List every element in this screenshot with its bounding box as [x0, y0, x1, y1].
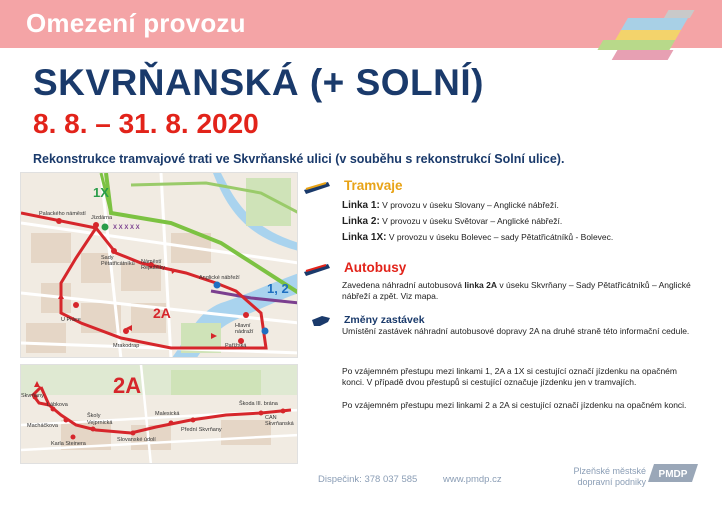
tram-line-name: Linka 1X: — [342, 232, 387, 243]
pmdp-stripes-logo — [584, 4, 714, 68]
tram-line-text: V provozu v úseku Bolevec – sady Pětatřicátníků - Bolevec. — [388, 232, 614, 242]
organization-name — [558, 466, 646, 488]
map-city-center — [20, 172, 298, 358]
bus-body-before: Zavedena náhradní autobusová — [342, 280, 465, 290]
section-bus — [302, 260, 702, 306]
map2-stop-label: Škoda III. brána — [239, 401, 278, 407]
map2-stop-label: Školy Vejprnická — [87, 413, 113, 426]
pmdp-badge-text: PMDP — [658, 469, 688, 480]
stops-paragraph: Po vzájemném přestupu mezi linkami 2 a 2A si cestující označí jízdenku na opačném konci. — [342, 400, 687, 410]
map-stop-label: Pařížská — [225, 343, 247, 349]
hand-pointer-icon — [310, 314, 332, 328]
map-stop-label: Anglické nábřeží — [199, 275, 240, 281]
website-link[interactable]: www.pmdp.cz — [443, 474, 502, 485]
map-stop-label: Sady Pětatřicátníků — [101, 255, 135, 267]
map2-stop-label: Přední Skvrňany — [181, 427, 222, 433]
map-line-label-2a: 2A — [153, 305, 171, 321]
map-stop-label: Hlavní nádraží — [235, 323, 254, 335]
bus-section-body — [342, 280, 698, 302]
tram-icon — [302, 178, 332, 194]
date-range: 8. 8. – 31. 8. 2020 — [33, 108, 259, 139]
dispatcher-phone: Dispečink: 378 037 585 — [318, 474, 418, 485]
map-stop-label: U Práce — [61, 317, 81, 323]
tram-line-row — [342, 200, 559, 211]
banner-title: Omezení provozu — [26, 8, 246, 38]
map-line-label-1x: 1X — [93, 185, 109, 200]
tram-line-row — [342, 216, 562, 227]
stops-paragraph: Po vzájemném přestupu mezi linkami 1, 2A a 1X si cestující označí jízdenku na opačném konci. V případě dvou přestupů si cestující označuje jízdenku jen v tramvajích. — [342, 366, 677, 387]
map2-line-label: 2A — [113, 373, 142, 398]
map2-stop-label: Karla Steinera — [51, 441, 86, 447]
stops-paragraph: Umístění zastávek náhradní autobusové dopravy 2A na druhé straně této informační cedule. — [342, 326, 690, 336]
map2-stop-label: Slovanské údolí — [117, 437, 156, 443]
section-stops — [302, 314, 702, 424]
organization-line-1: Plzeňské městské — [573, 466, 646, 476]
main-title: SKVRŇANSKÁ (+ SOLNÍ) — [33, 62, 484, 103]
subtitle: Rekonstrukce tramvajové trati ve Skvrňanské ulici (v souběhu s rekonstrukcí Solní ulice). — [33, 152, 565, 166]
section-tram — [302, 178, 702, 248]
map2-stop-label: Skvrňany — [21, 393, 44, 399]
tram-line-text: V provozu v úseku Slovany – Anglické nábřeží. — [382, 200, 559, 210]
map2-stop-label: CAN Skvrňanská — [265, 415, 294, 427]
bus-icon — [302, 260, 332, 276]
map-stop-label: Palackého náměstí — [39, 211, 86, 217]
map-stop-label: Mrakodrap — [113, 343, 140, 349]
pmdp-logo — [648, 464, 698, 482]
map2-stop-label: Lábkova — [47, 402, 68, 408]
bus-section-title: Autobusy — [344, 260, 407, 275]
map2-stop-label: Malesická — [155, 411, 180, 417]
bus-body-bold: linka 2A — [464, 280, 498, 290]
tram-section-title: Tramvaje — [344, 178, 403, 193]
stops-section-title: Změny zastávek — [344, 314, 425, 326]
tram-line-row — [342, 232, 613, 243]
map-line-label-1-2: 1, 2 — [267, 281, 289, 296]
bus-body-after: v úseku Skvrňany – Sady Pětatřicátníků – Anglické nábřeží a zpět. Viz mapa. — [342, 280, 691, 301]
tram-line-text: V provozu v úseku Světovar – Anglické nábřeží. — [382, 216, 563, 226]
organization-line-2: dopravní podniky — [577, 477, 646, 487]
map-stop-label: Náměstí Republiky — [141, 259, 166, 271]
tram-line-name: Linka 2: — [342, 216, 380, 227]
tram-line-name: Linka 1: — [342, 200, 380, 211]
map-stop-label: Jízdárna — [91, 215, 113, 221]
map2-stop-label: Macháčkova — [27, 423, 58, 429]
map-closed-section-marks: X X X X X — [113, 225, 140, 231]
map-route-2a — [20, 364, 298, 464]
